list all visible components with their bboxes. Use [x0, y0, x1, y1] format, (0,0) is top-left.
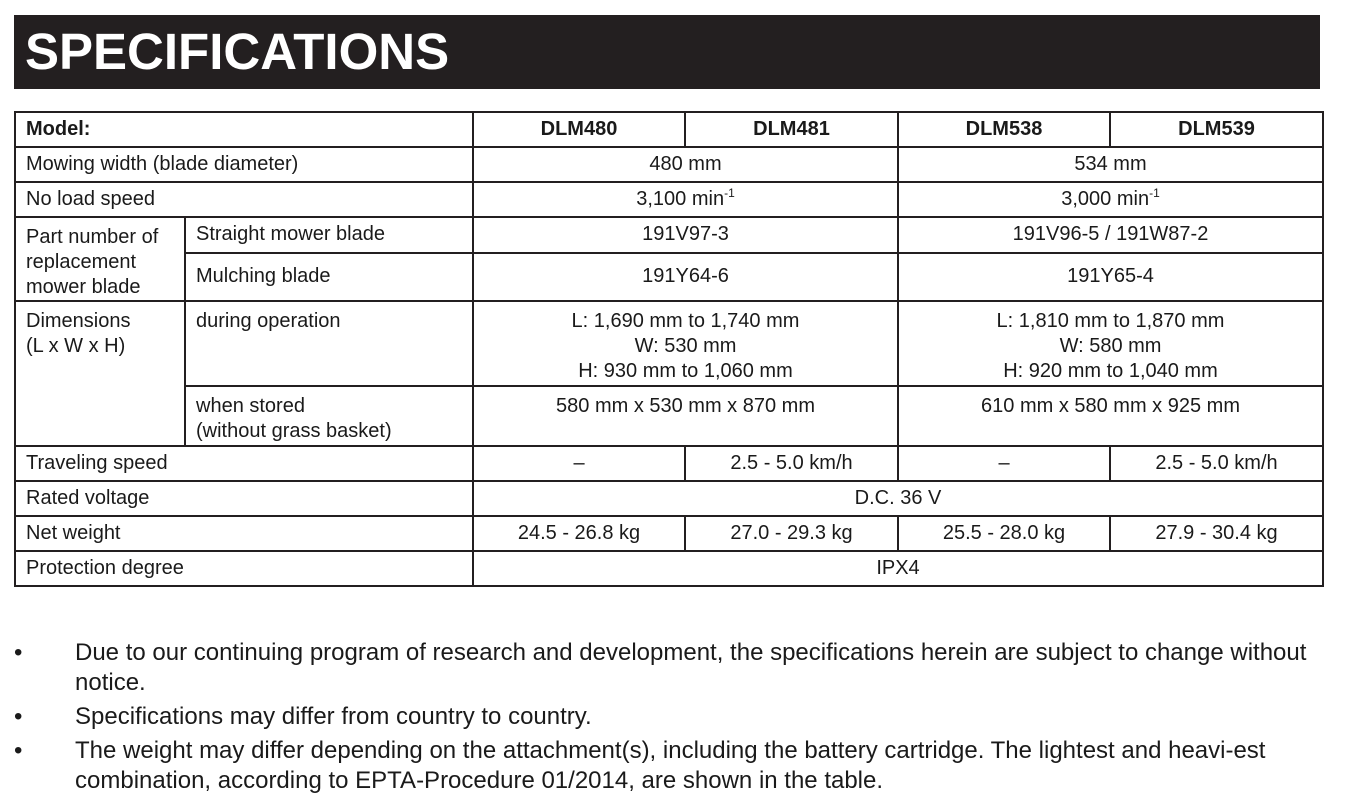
- mowing-width-value-1: 480 mm: [473, 147, 898, 182]
- net-weight-dlm539: 27.9 - 30.4 kg: [1110, 516, 1323, 551]
- dimension-width: W: 580 mm: [1059, 335, 1162, 357]
- stored-value-2: 610 mm x 580 mm x 925 mm: [898, 386, 1323, 446]
- unit-superscript: -1: [724, 186, 735, 200]
- stored-value-1: 580 mm x 530 mm x 870 mm: [473, 386, 898, 446]
- mulching-blade-value-1: 191Y64-6: [473, 253, 898, 301]
- speed-number: 3,100 min: [636, 188, 725, 210]
- table-row-traveling-speed: [15, 446, 1323, 481]
- dimensions-label-line2: (L x W x H): [26, 335, 126, 357]
- operation-label: during operation: [185, 301, 473, 386]
- bullet-icon: •: [14, 703, 23, 730]
- straight-blade-value-1: 191V97-3: [473, 217, 898, 253]
- table-row-dimensions-stored: [15, 386, 1323, 446]
- stored-label-line2: (without grass basket): [196, 420, 392, 442]
- rated-voltage-value: D.C. 36 V: [473, 481, 1323, 516]
- bullet-icon: •: [14, 737, 23, 764]
- stored-label: [185, 386, 473, 446]
- table-row-mulching-blade: [15, 253, 1323, 301]
- page-title: SPECIFICATIONS: [25, 23, 450, 80]
- traveling-speed-dlm538: –: [898, 446, 1110, 481]
- traveling-speed-dlm539: 2.5 - 5.0 km/h: [1110, 446, 1323, 481]
- list-item: [14, 702, 1314, 732]
- model-dlm480: DLM480: [473, 112, 685, 147]
- list-item: [14, 638, 1314, 698]
- traveling-speed-dlm481: 2.5 - 5.0 km/h: [685, 446, 898, 481]
- bullet-icon: •: [14, 639, 23, 666]
- dimension-length: L: 1,690 mm to 1,740 mm: [571, 310, 800, 332]
- note-text: Due to our continuing program of research and development, the specifications herein are subject to change without notice.: [75, 639, 1307, 696]
- net-weight-dlm480: 24.5 - 26.8 kg: [473, 516, 685, 551]
- no-load-speed-value-1: [473, 182, 898, 217]
- mulching-blade-label: Mulching blade: [185, 253, 473, 301]
- dimensions-label: [15, 301, 185, 446]
- traveling-speed-dlm480: –: [473, 446, 685, 481]
- speed-number: 3,000 min: [1061, 188, 1150, 210]
- net-weight-dlm481: 27.0 - 29.3 kg: [685, 516, 898, 551]
- protection-degree-value: IPX4: [473, 551, 1323, 586]
- model-dlm538: DLM538: [898, 112, 1110, 147]
- rated-voltage-label: Rated voltage: [15, 481, 473, 516]
- stored-label-line1: when stored: [196, 395, 305, 417]
- net-weight-label: Net weight: [15, 516, 473, 551]
- table-row-no-load-speed: [15, 182, 1323, 217]
- dimensions-label-line1: Dimensions: [26, 310, 131, 332]
- table-row-protection-degree: [15, 551, 1323, 586]
- table-row-model: [15, 112, 1323, 147]
- notes-list: [14, 638, 1314, 793]
- protection-degree-label: Protection degree: [15, 551, 473, 586]
- operation-value-1: [473, 301, 898, 386]
- no-load-speed-value-2: [898, 182, 1323, 217]
- traveling-speed-label: Traveling speed: [15, 446, 473, 481]
- straight-blade-label: Straight mower blade: [185, 217, 473, 253]
- unit-superscript: -1: [1149, 186, 1160, 200]
- model-label: Model:: [15, 112, 473, 147]
- model-dlm481: DLM481: [685, 112, 898, 147]
- dimension-width: W: 530 mm: [634, 335, 737, 357]
- no-load-speed-label: No load speed: [15, 182, 473, 217]
- straight-blade-value-2: 191V96-5 / 191W87-2: [898, 217, 1323, 253]
- list-item: [14, 736, 1314, 793]
- table-row-dimensions-operation: [15, 301, 1323, 386]
- model-dlm539: DLM539: [1110, 112, 1323, 147]
- table-row-straight-blade: [15, 217, 1323, 253]
- note-text: Specifications may differ from country to country.: [75, 703, 592, 730]
- net-weight-dlm538: 25.5 - 28.0 kg: [898, 516, 1110, 551]
- operation-value-2: [898, 301, 1323, 386]
- table-row-rated-voltage: [15, 481, 1323, 516]
- dimension-height: H: 930 mm to 1,060 mm: [578, 360, 793, 382]
- table-row-net-weight: [15, 516, 1323, 551]
- note-text: The weight may differ depending on the attachment(s), including the battery cartridge. The lightest and heavi-est combination, according to EPTA-Procedure 01/2014, are shown in the table.: [75, 737, 1266, 793]
- specifications-table: [14, 111, 1324, 587]
- title-banner: [14, 15, 1320, 89]
- mulching-blade-value-2: 191Y65-4: [898, 253, 1323, 301]
- dimension-length: L: 1,810 mm to 1,870 mm: [996, 310, 1225, 332]
- part-number-label: Part number of replacement mower blade: [15, 217, 185, 301]
- dimension-height: H: 920 mm to 1,040 mm: [1003, 360, 1218, 382]
- mowing-width-value-2: 534 mm: [898, 147, 1323, 182]
- mowing-width-label: Mowing width (blade diameter): [15, 147, 473, 182]
- table-row-mowing-width: [15, 147, 1323, 182]
